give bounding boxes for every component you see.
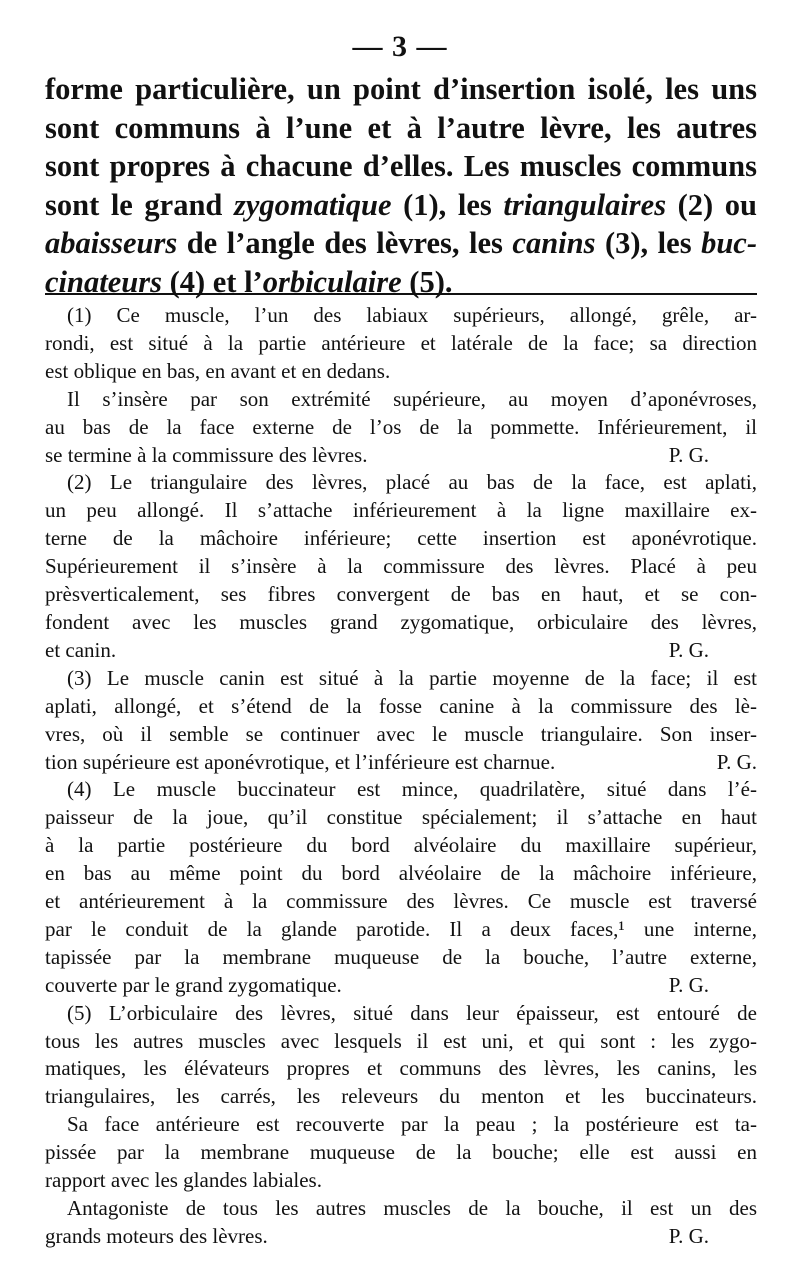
footnote-text: paisseur de la joue, qu’il constitue spécialement; il s’attache en haut: [45, 805, 757, 830]
footnote-line: [45, 1083, 757, 1111]
footnote-line: [45, 609, 757, 637]
footnote-text: prèsverticalement, ses fibres convergent de bas en haut, et se con-: [45, 582, 757, 607]
italic-term: canins: [512, 226, 596, 261]
footnote-line: [45, 804, 757, 832]
footnote-line: [45, 1055, 757, 1083]
page-number: — 3 —: [352, 30, 448, 63]
italic-term: buc-: [701, 226, 757, 261]
footnote-line: [45, 860, 757, 888]
footnote-line: [45, 497, 757, 525]
footnote-text: grands moteurs des lèvres.: [45, 1223, 268, 1248]
author-signature: P. G.: [668, 442, 709, 467]
footnote-line: [45, 442, 757, 470]
footnote-line: [45, 832, 757, 860]
footnote-text: par le conduit de la glande parotide. Il a deux faces,¹ une interne,: [45, 916, 757, 941]
footnote-line: [45, 972, 757, 1000]
main-text-line: [45, 147, 757, 186]
footnote-text: à la partie postérieure du bord alvéolaire du maxillaire supérieur,: [45, 833, 757, 858]
footnote-text: (3) Le muscle canin est situé à la partie moyenne de la face; il est: [67, 665, 757, 690]
footnote-line: [45, 386, 757, 414]
footnote-line: [45, 302, 757, 330]
footnote-line: [45, 414, 757, 442]
footnote-line: [45, 1139, 757, 1167]
footnote-line: [45, 581, 757, 609]
footnote-text: Sa face antérieure est recouverte par la peau ; la postérieure est ta-: [67, 1112, 757, 1137]
text-run: sont le grand: [45, 187, 234, 222]
footnote-text: (5) L’orbiculaire des lèvres, situé dans leur épaisseur, est entouré de: [67, 1000, 757, 1025]
italic-term: abaisseurs: [45, 226, 178, 261]
footnote-line: [45, 1000, 757, 1028]
footnote-text: fondent avec les muscles grand zygomatique, orbiculaire des lèvres,: [45, 609, 757, 634]
footnote-text: est oblique en bas, en avant et en dedans.: [45, 358, 391, 383]
footnote-text: tapissée par la membrane muqueuse de la bouche, l’autre externe,: [45, 944, 757, 969]
footnote-line: [45, 525, 757, 553]
text-run: (4) et l’: [161, 264, 263, 299]
footnote-separator: [45, 293, 757, 295]
footnote-text: pissée par la membrane muqueuse de la bouche; elle est aussi en: [45, 1140, 757, 1165]
footnote-text: au bas de la face externe de l’os de la pommette. Inférieurement, il: [45, 414, 757, 439]
text-run: de l’angle des lèvres, les: [177, 226, 513, 261]
footnote-line: [45, 1111, 757, 1139]
footnote-text: rondi, est situé à la partie antérieure et latérale de la face; sa direction: [45, 330, 757, 355]
footnote-text: (4) Le muscle buccinateur est mince, quadrilatère, situé dans l’é-: [67, 777, 757, 802]
author-signature: P. G.: [668, 637, 709, 662]
footnote-line: [45, 916, 757, 944]
italic-term: cinateurs: [45, 264, 162, 299]
footnote-line: [45, 888, 757, 916]
footnote-text: Supérieurement il s’insère à la commissure des lèvres. Placé à peu: [45, 554, 757, 579]
text-run: (3), les: [595, 226, 702, 261]
footnote-text: (2) Le triangulaire des lèvres, placé au bas de la face, est aplati,: [67, 470, 757, 495]
footnote-line: [45, 358, 757, 386]
text-run: sont communs à l’une et à l’autre lèvre, les autres: [45, 110, 757, 145]
author-signature: P. G.: [668, 972, 709, 997]
footnote-text: vres, où il semble se continuer avec le muscle triangulaire. Son inser-: [45, 721, 757, 746]
footnote-line: [45, 1028, 757, 1056]
main-paragraph: [45, 70, 757, 302]
footnote-text: se termine à la commissure des lèvres.: [45, 442, 368, 467]
footnote-line: [45, 1167, 757, 1195]
author-signature: P. G.: [668, 1223, 709, 1248]
footnote-line: [45, 665, 757, 693]
main-text-line: [45, 186, 757, 225]
footnote-text: couverte par le grand zygomatique.: [45, 972, 342, 997]
italic-term: triangulaires: [503, 187, 667, 222]
footnote-text: matiques, les élévateurs propres et communs des lèvres, les canins, les: [45, 1056, 757, 1081]
text-run: (5).: [401, 264, 453, 299]
italic-term: orbiculaire: [262, 264, 402, 299]
footnote-text: (1) Ce muscle, l’un des labiaux supérieurs, allongé, grêle, ar-: [67, 303, 757, 327]
footnote-line: [45, 1195, 757, 1223]
author-signature: P. G.: [716, 749, 757, 774]
footnote-text: terne de la mâchoire inférieure; cette insertion est aponévrotique.: [45, 526, 757, 551]
footnote-line: [45, 944, 757, 972]
footnote-line: [45, 330, 757, 358]
main-text-line: [45, 109, 757, 148]
footnote-text: aplati, allongé, et s’étend de la fosse canine à la commissure des lè-: [45, 693, 757, 718]
footnote-line: [45, 693, 757, 721]
text-run: (2) ou: [666, 187, 758, 222]
footnote-line: [45, 553, 757, 581]
footnote-text: tion supérieure est aponévrotique, et l’inférieure est charnue.: [45, 749, 556, 774]
footnote-line: [45, 637, 757, 665]
text-run: (1), les: [391, 187, 504, 222]
footnote-line: [45, 749, 757, 777]
footnote-line: [45, 776, 757, 804]
footnote-text: Antagoniste de tous les autres muscles de la bouche, il est un des: [67, 1196, 757, 1220]
footnote-text: et canin.: [45, 637, 117, 662]
footnote-text: triangulaires, les carrés, les releveurs du menton et les buccinateurs.: [45, 1084, 757, 1109]
italic-term: zygomatique: [233, 187, 392, 222]
main-text-line: [45, 70, 757, 109]
main-text-line: [45, 224, 757, 263]
footnote-text: et antérieurement à la commissure des lèvres. Ce muscle est traversé: [45, 889, 757, 914]
footnote-text: Il s’insère par son extrémité supérieure, au moyen d’aponévroses,: [67, 386, 757, 411]
footnotes: [45, 302, 757, 1251]
footnote-text: un peu allongé. Il s’attache inférieurement à la ligne maxillaire ex-: [45, 498, 757, 523]
text-run: sont propres à chacune d’elles. Les muscles communs: [45, 149, 757, 184]
footnote-text: rapport avec les glandes labiales.: [45, 1168, 322, 1193]
footnote-text: tous les autres muscles avec lesquels il est uni, et qui sont : les zygo-: [45, 1028, 757, 1053]
main-text-line: [45, 263, 757, 302]
footnote-line: [45, 721, 757, 749]
text-run: forme particulière, un point d’insertion isolé, les uns: [45, 72, 757, 106]
footnote-line: [45, 469, 757, 497]
footnote-text: en bas au même point du bord alvéolaire de la mâchoire inférieure,: [45, 861, 757, 886]
footnote-line: [45, 1223, 757, 1251]
